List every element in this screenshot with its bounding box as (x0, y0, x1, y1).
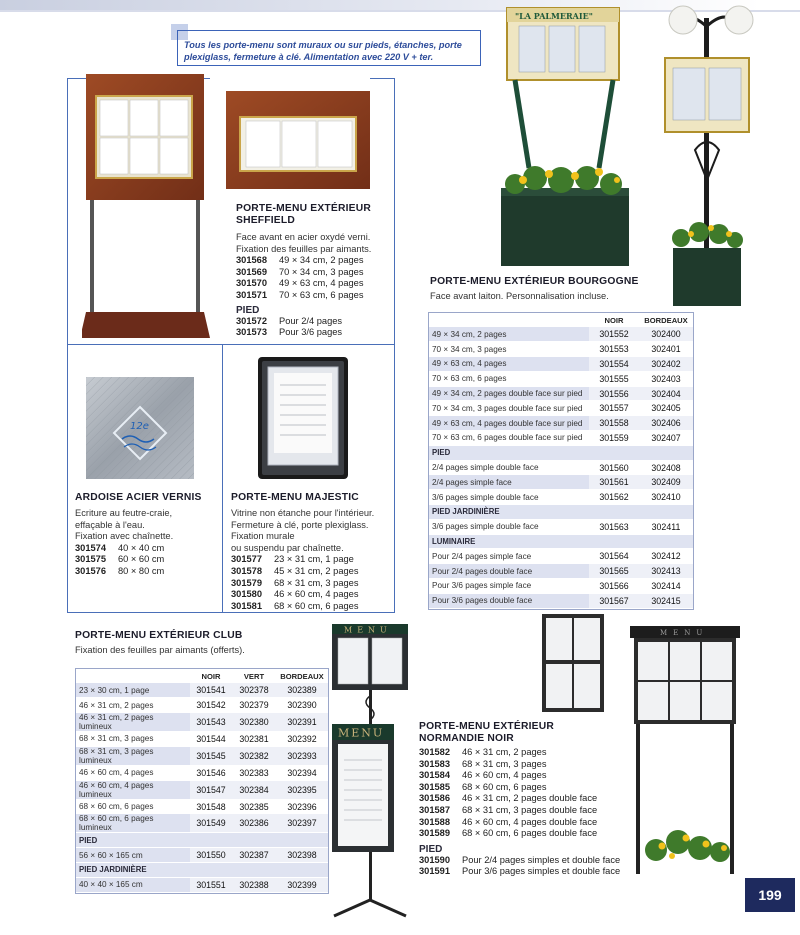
ref-code: 301570 (236, 278, 268, 289)
majestic-ref (231, 601, 393, 613)
ref-bordeaux: 302399 (276, 877, 328, 892)
sheffield-pied-title: PIED (236, 304, 260, 316)
club-table (75, 668, 329, 894)
ref-noir: 301561 (589, 475, 639, 490)
ref-vert: 302378 (232, 683, 276, 698)
sheffield-ref (236, 255, 386, 267)
normandie-title: PORTE-MENU EXTÉRIEUR NORMANDIE NOIR (419, 721, 555, 744)
row-label: 70 × 63 cm, 6 pages double face sur pied (429, 431, 589, 446)
ref-vert: 302380 (232, 713, 276, 732)
section-title: PIED JARDINIÈRE (76, 863, 328, 878)
table-row (429, 416, 693, 431)
ref-noir: 301564 (589, 549, 639, 564)
ref-bordeaux: 302390 (276, 698, 328, 713)
bourgogne-photo (495, 2, 760, 312)
table-row (429, 327, 693, 342)
ardoise-ref (75, 543, 220, 555)
ref-bordeaux: 302401 (639, 342, 693, 357)
normandie-section (419, 721, 639, 878)
majestic-ref (231, 554, 393, 566)
club-photo (330, 620, 412, 920)
section-row (429, 505, 693, 520)
row-label: 49 × 34 cm, 2 pages double face sur pied (429, 386, 589, 401)
table-row (429, 357, 693, 372)
normandie-ref (419, 782, 639, 794)
ref-noir: 301557 (589, 401, 639, 416)
ref-text: 46 × 60 cm, 4 pages (274, 589, 359, 600)
row-label: 2/4 pages simple double face (429, 460, 589, 475)
section-title: LUMINAIRE (429, 534, 693, 549)
row-label: 46 × 60 cm, 4 pages lumineux (76, 780, 190, 799)
ref-text: 46 × 60 cm, 4 pages double face (462, 816, 598, 827)
ref-bordeaux: 302389 (276, 683, 328, 698)
ref-noir: 301553 (589, 342, 639, 357)
table-row (76, 765, 328, 780)
majestic-ref (231, 578, 393, 590)
ardoise-section (75, 492, 220, 578)
ref-noir: 301563 (589, 519, 639, 534)
ref-text: 49 × 63 cm, 4 pages (279, 278, 364, 289)
ref-bordeaux: 302397 (276, 814, 328, 833)
normandie-pied-ref (419, 855, 639, 867)
ref-noir: 301549 (190, 814, 232, 833)
section-row (76, 863, 328, 878)
ref-code: 301591 (419, 866, 451, 877)
ref-text: 40 × 40 cm (118, 542, 165, 553)
ref-noir: 301546 (190, 765, 232, 780)
ref-noir: 301556 (589, 386, 639, 401)
row-label: 3/6 pages simple double face (429, 519, 589, 534)
table-row (76, 877, 328, 892)
ref-code: 301583 (419, 758, 451, 769)
table-row (429, 579, 693, 594)
ardoise-photo (86, 377, 196, 481)
ref-bordeaux: 302393 (276, 746, 328, 765)
ref-code: 301588 (419, 816, 451, 827)
ref-code: 301581 (231, 600, 263, 611)
table-row (76, 746, 328, 765)
ref-bordeaux: 302405 (639, 401, 693, 416)
ref-vert: 302388 (232, 877, 276, 892)
ref-text: 49 × 34 cm, 2 pages (279, 255, 364, 266)
ref-bordeaux: 302403 (639, 371, 693, 386)
row-label: 23 × 30 cm, 1 page (76, 683, 190, 698)
ref-bordeaux: 302407 (639, 431, 693, 446)
ref-noir: 301550 (190, 848, 232, 863)
majestic-desc-4: ou suspendu par chaînette. (231, 542, 344, 553)
ref-text: 46 × 60 cm, 4 pages (462, 770, 547, 781)
majestic-section (231, 492, 393, 612)
ref-vert: 302383 (232, 765, 276, 780)
club-sign-top-text: MENU (344, 625, 392, 635)
intro-note: Tous les porte-menu sont muraux ou sur pieds, étanches, porte plexiglass, fermeture à clé. Alimentation avec 220 V + ter. (177, 30, 481, 66)
ref-vert: 302386 (232, 814, 276, 833)
ref-noir: 301566 (589, 579, 639, 594)
majestic-desc-2: Fermeture à clé, porte plexiglass. (231, 519, 369, 530)
table-row (429, 431, 693, 446)
bourgogne-sign-text: "LA PALMERAIE" (515, 11, 593, 21)
normandie-ref (419, 817, 639, 829)
table-row (76, 698, 328, 713)
normandie-ref (419, 759, 639, 771)
ref-noir: 301555 (589, 371, 639, 386)
ref-bordeaux: 302396 (276, 799, 328, 814)
row-label: 49 × 34 cm, 2 pages (429, 327, 589, 342)
ardoise-desc-2: effaçable à l'eau. (75, 519, 145, 530)
ref-bordeaux: 302415 (639, 593, 693, 608)
table-row (76, 732, 328, 747)
ref-code: 301584 (419, 770, 451, 781)
frame-line-divider (222, 344, 223, 613)
ref-vert: 302382 (232, 746, 276, 765)
ref-text: 68 × 60 cm, 6 pages (462, 781, 547, 792)
ref-text: 68 × 31 cm, 3 pages double face (462, 804, 598, 815)
ref-bordeaux: 302395 (276, 780, 328, 799)
ref-text: Pour 3/6 pages simples et double face (462, 866, 621, 877)
section-row (429, 445, 693, 460)
ref-noir: 301559 (589, 431, 639, 446)
normandie-sign-text: MENU (660, 629, 709, 637)
normandie-ref (419, 770, 639, 782)
ref-noir: 301562 (589, 490, 639, 505)
page-number: 199 (745, 878, 795, 912)
table-row (76, 848, 328, 863)
ardoise-desc-3: Fixation avec chaînette. (75, 531, 174, 542)
section-title: PIED (429, 445, 693, 460)
section-title: PIED (76, 833, 328, 848)
bourgogne-title: PORTE-MENU EXTÉRIEUR BOURGOGNE (430, 276, 639, 287)
ref-code: 301571 (236, 289, 268, 300)
ref-noir: 301547 (190, 780, 232, 799)
club-sign-text: MENU (338, 726, 385, 740)
row-label: 2/4 pages simple face (429, 475, 589, 490)
row-label: 70 × 63 cm, 6 pages (429, 371, 589, 386)
ref-vert: 302387 (232, 848, 276, 863)
ref-code: 301577 (231, 554, 263, 565)
sheffield-stand-photo (82, 72, 212, 344)
ref-bordeaux: 302413 (639, 564, 693, 579)
ref-noir: 301554 (589, 357, 639, 372)
majestic-desc-1: Vitrine non étanche pour l'intérieur. (231, 508, 375, 518)
table-row (76, 780, 328, 799)
bourgogne-section (430, 276, 730, 303)
ref-noir: 301551 (190, 877, 232, 892)
ref-text: Pour 2/4 pages (279, 315, 343, 326)
row-label: 46 × 31 cm, 2 pages lumineux (76, 713, 190, 732)
ref-text: 68 × 60 cm, 6 pages double face (462, 828, 598, 839)
frame-line-right (394, 78, 395, 613)
ardoise-sign-text: 12e (130, 421, 149, 432)
row-label: Pour 2/4 pages double face (429, 564, 589, 579)
ref-bordeaux: 302411 (639, 519, 693, 534)
ref-vert: 302379 (232, 698, 276, 713)
row-label: 49 × 63 cm, 4 pages double face sur pied (429, 416, 589, 431)
ref-code: 301576 (75, 565, 107, 576)
ref-bordeaux: 302406 (639, 416, 693, 431)
ref-noir: 301544 (190, 732, 232, 747)
table-row (76, 683, 328, 698)
club-title: PORTE-MENU EXTÉRIEUR CLUB (75, 630, 243, 641)
ref-code: 301586 (419, 793, 451, 804)
sheffield-wall-photo (226, 91, 370, 191)
normandie-pied-ref (419, 866, 639, 878)
ref-bordeaux: 302414 (639, 579, 693, 594)
bourgogne-table (428, 312, 694, 610)
col-bordeaux: BORDEAUX (280, 671, 324, 681)
ref-bordeaux: 302392 (276, 732, 328, 747)
ref-bordeaux: 302391 (276, 713, 328, 732)
col-noir: NOIR (604, 315, 624, 325)
ref-text: 80 × 80 cm (118, 565, 165, 576)
row-label: 46 × 60 cm, 4 pages (76, 765, 190, 780)
ref-vert: 302381 (232, 732, 276, 747)
table-row (429, 460, 693, 475)
ref-code: 301569 (236, 266, 268, 277)
ref-noir: 301545 (190, 746, 232, 765)
table-row (429, 342, 693, 357)
normandie-ref (419, 793, 639, 805)
table-row (429, 549, 693, 564)
ref-code: 301579 (231, 577, 263, 588)
row-label: Pour 2/4 pages simple face (429, 549, 589, 564)
ref-code: 301582 (419, 747, 451, 757)
row-label: 68 × 60 cm, 6 pages (76, 799, 190, 814)
ref-code: 301574 (75, 542, 107, 553)
ref-text: 68 × 31 cm, 3 pages (274, 577, 359, 588)
ref-bordeaux: 302410 (639, 490, 693, 505)
ref-bordeaux: 302394 (276, 765, 328, 780)
ref-text: 60 × 60 cm (118, 554, 165, 565)
row-label: 68 × 60 cm, 6 pages lumineux (76, 814, 190, 833)
table-row (429, 593, 693, 608)
club-desc: Fixation des feuilles par aimants (offerts). (75, 645, 245, 655)
ref-text: 45 × 31 cm, 2 pages (274, 565, 359, 576)
ref-text: 68 × 31 cm, 3 pages (462, 758, 547, 769)
ref-bordeaux: 302404 (639, 386, 693, 401)
row-label: 70 × 34 cm, 3 pages double face sur pied (429, 401, 589, 416)
majestic-ref (231, 566, 393, 578)
ref-vert: 302384 (232, 780, 276, 799)
ref-noir: 301567 (589, 593, 639, 608)
ref-vert: 302385 (232, 799, 276, 814)
normandie-ref (419, 747, 639, 759)
ref-text: 23 × 31 cm, 1 page (274, 554, 354, 565)
sheffield-ref (236, 278, 386, 290)
row-label: 68 × 31 cm, 3 pages (76, 732, 190, 747)
ref-code: 301573 (236, 327, 268, 338)
normandie-ref (419, 828, 639, 840)
ref-noir: 301558 (589, 416, 639, 431)
bourgogne-desc: Face avant laiton. Personnalisation incluse. (430, 291, 609, 301)
table-row (429, 564, 693, 579)
section-row (429, 534, 693, 549)
table-row (429, 401, 693, 416)
sheffield-ref (236, 290, 386, 302)
row-label: 3/6 pages simple double face (429, 490, 589, 505)
table-row (76, 814, 328, 833)
ref-noir: 301560 (589, 460, 639, 475)
ref-noir: 301543 (190, 713, 232, 732)
sheffield-section (236, 203, 386, 339)
ref-noir: 301565 (589, 564, 639, 579)
frame-line-left (67, 78, 68, 613)
table-row (76, 799, 328, 814)
normandie-pied-title: PIED (419, 843, 443, 855)
ref-bordeaux: 302408 (639, 460, 693, 475)
ref-code: 301585 (419, 781, 451, 792)
ref-text: 68 × 60 cm, 6 pages (274, 600, 359, 611)
table-row (429, 490, 693, 505)
ref-code: 301578 (231, 565, 263, 576)
majestic-photo (256, 355, 352, 483)
row-label: 56 × 60 × 165 cm (76, 848, 190, 863)
sheffield-pied-ref (236, 327, 386, 339)
table-row (76, 713, 328, 732)
ref-code: 301580 (231, 589, 263, 600)
col-bordeaux: BORDEAUX (644, 315, 688, 325)
sheffield-ref (236, 267, 386, 279)
col-noir: NOIR (201, 671, 221, 681)
ref-text: Pour 2/4 pages simples et double face (462, 854, 621, 865)
row-label: Pour 3/6 pages simple face (429, 579, 589, 594)
ref-code: 301575 (75, 554, 107, 565)
ref-bordeaux: 302412 (639, 549, 693, 564)
ref-bordeaux: 302409 (639, 475, 693, 490)
ref-bordeaux: 302402 (639, 357, 693, 372)
ref-bordeaux: 302400 (639, 327, 693, 342)
section-row (76, 833, 328, 848)
row-label: 68 × 31 cm, 3 pages lumineux (76, 746, 190, 765)
ref-code: 301572 (236, 315, 268, 326)
table-row (429, 475, 693, 490)
ref-text: 46 × 31 cm, 2 pages (462, 747, 547, 757)
ref-bordeaux: 302398 (276, 848, 328, 863)
ref-code: 301590 (419, 854, 451, 865)
ref-code: 301587 (419, 804, 451, 815)
sheffield-pied-ref (236, 316, 386, 328)
ref-text: 70 × 63 cm, 6 pages (279, 289, 364, 300)
ref-noir: 301542 (190, 698, 232, 713)
ardoise-ref (75, 566, 220, 578)
row-label: 70 × 34 cm, 3 pages (429, 342, 589, 357)
ref-text: Pour 3/6 pages (279, 327, 343, 338)
row-label: 46 × 31 cm, 2 pages (76, 698, 190, 713)
ref-noir: 301552 (589, 327, 639, 342)
ref-text: 46 × 31 cm, 2 pages double face (462, 793, 598, 804)
club-section (75, 630, 335, 657)
section-title: PIED JARDINIÈRE (429, 505, 693, 520)
frame-line-middle (67, 344, 395, 345)
sheffield-desc-2: Fixation des feuilles par aimants. (236, 243, 372, 254)
majestic-title: PORTE-MENU MAJESTIC (231, 492, 359, 503)
majestic-ref (231, 589, 393, 601)
row-label: Pour 3/6 pages double face (429, 593, 589, 608)
ardoise-desc-1: Ecriture au feutre-craie, (75, 508, 173, 518)
table-header-row (76, 669, 328, 683)
normandie-ref (419, 805, 639, 817)
ref-code: 301568 (236, 255, 268, 266)
table-header-row (429, 313, 693, 327)
ardoise-title: ARDOISE ACIER VERNIS (75, 492, 202, 503)
table-row (429, 371, 693, 386)
table-row (429, 386, 693, 401)
frame-line-top-right (370, 78, 394, 79)
sheffield-desc-1: Face avant en acier oxydé verni. (236, 232, 371, 242)
col-vert: VERT (243, 671, 265, 681)
ref-noir: 301548 (190, 799, 232, 814)
table-row (429, 519, 693, 534)
row-label: 49 × 63 cm, 4 pages (429, 357, 589, 372)
ref-code: 301589 (419, 828, 451, 839)
sheffield-title: PORTE-MENU EXTÉRIEUR SHEFFIELD (236, 203, 372, 226)
ardoise-ref (75, 554, 220, 566)
ref-noir: 301541 (190, 683, 232, 698)
majestic-desc-3: Fixation murale (231, 531, 295, 542)
row-label: 40 × 40 × 165 cm (76, 877, 190, 892)
ref-text: 70 × 34 cm, 3 pages (279, 266, 364, 277)
